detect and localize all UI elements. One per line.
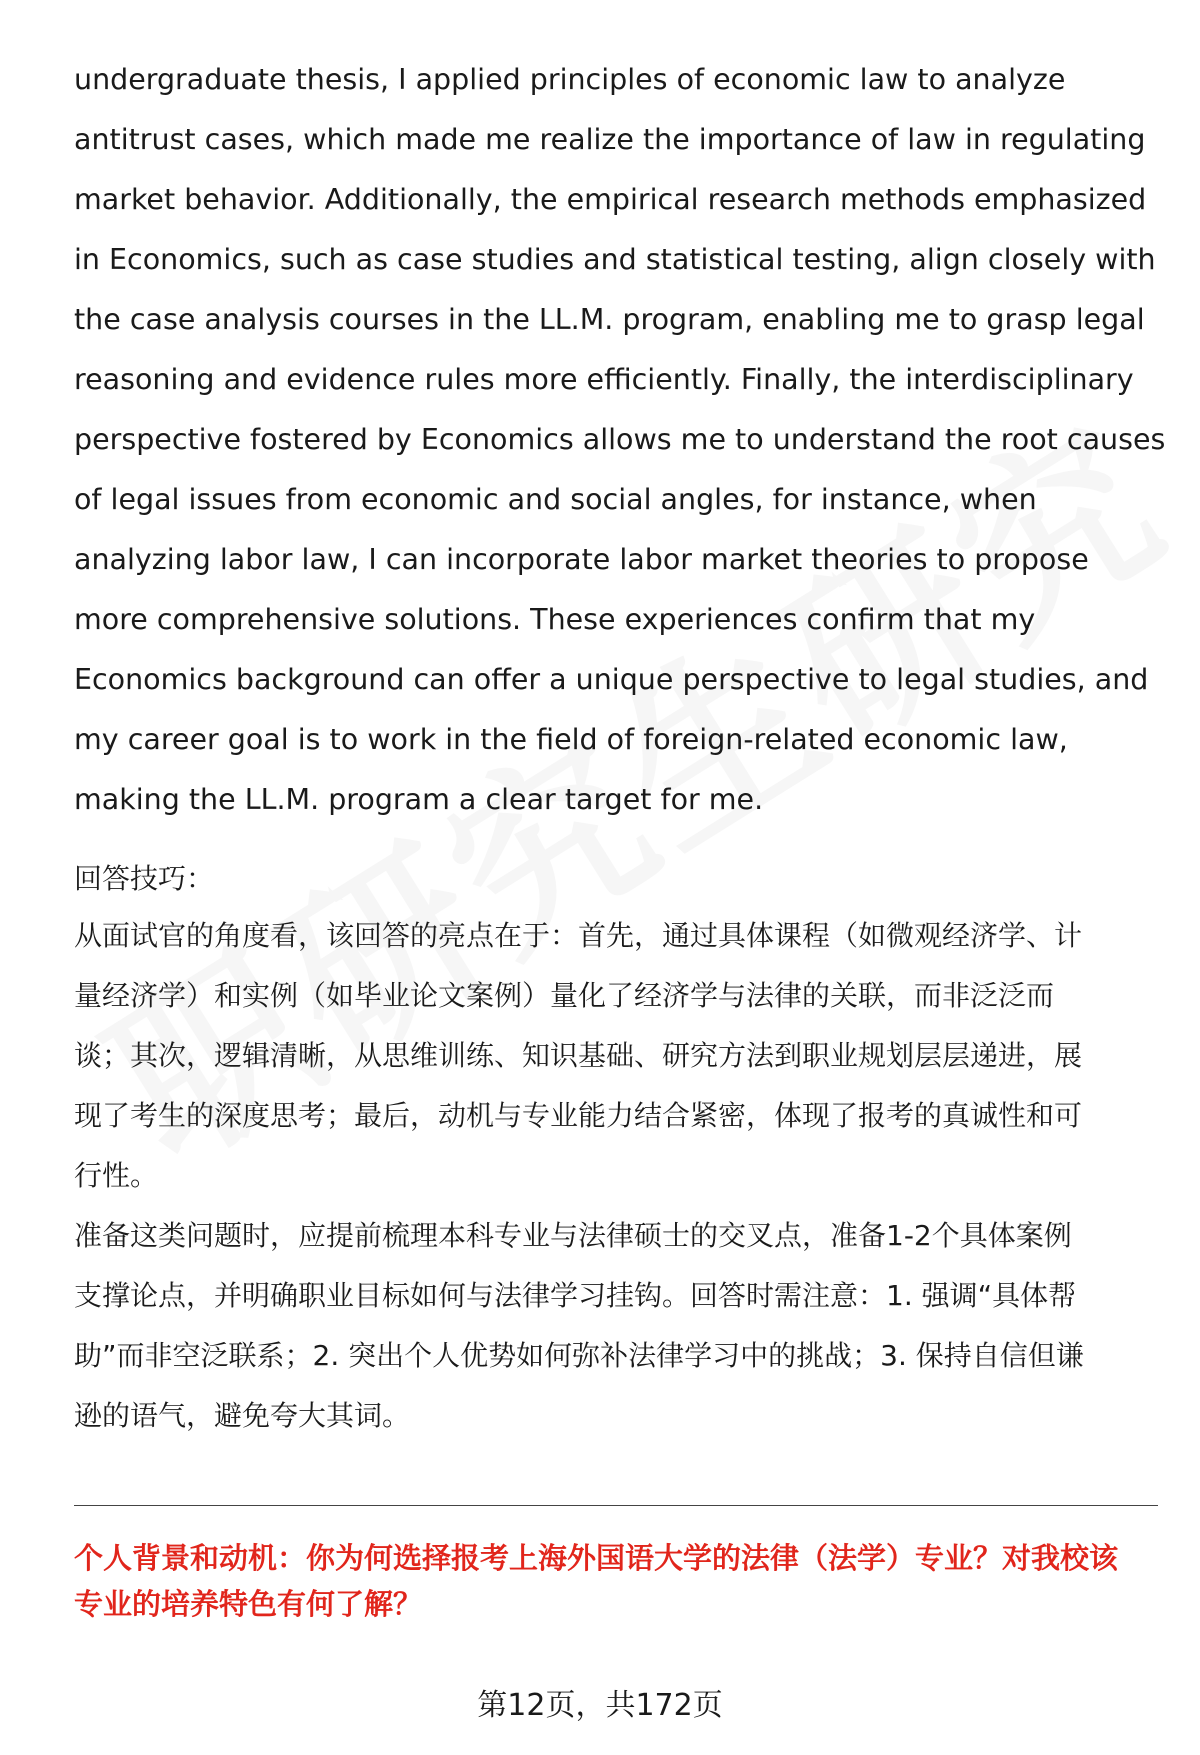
tips-line: 量经济学）和实例（如毕业论文案例）量化了经济学与法律的关联，而非泛泛而 <box>74 979 1055 1012</box>
tips-line: 支撑论点，并明确职业目标如何与法律学习挂钩。回答时需注意：1. 强调“具体帮 <box>74 1279 1077 1312</box>
answer-line: the case analysis courses in the LL.M. program, enabling me to grasp legal <box>74 303 1145 336</box>
tips-line: 准备这类问题时，应提前梳理本科专业与法律硕士的交叉点，准备1-2个具体案例 <box>74 1219 1072 1252</box>
tips-line: 谈；其次，逻辑清晰，从思维训练、知识基础、研究方法到职业规划层层递进，展 <box>74 1039 1083 1072</box>
tips-line: 从面试官的角度看，该回答的亮点在于：首先，通过具体课程（如微观经济学、计 <box>74 919 1083 952</box>
question-line: 个人背景和动机：你为何选择报考上海外国语大学的法律（法学）专业？对我校该 <box>74 1541 1119 1575</box>
tips-paragraph-1 <box>74 906 1164 1206</box>
tips-line: 现了考生的深度思考；最后，动机与专业能力结合紧密，体现了报考的真诚性和可 <box>74 1099 1083 1132</box>
tips-paragraph-2 <box>74 1206 1164 1446</box>
section-divider <box>74 1505 1158 1506</box>
answer-line: antitrust cases, which made me realize the importance of law in regulating <box>74 123 1146 156</box>
answer-line: in Economics, such as case studies and statistical testing, align closely with <box>74 243 1156 276</box>
answer-line: Economics background can offer a unique perspective to legal studies, and <box>74 663 1149 696</box>
tips-line: 助”而非空泛联系；2. 突出个人优势如何弥补法律学习中的挑战；3. 保持自信但谦 <box>74 1339 1084 1372</box>
answer-line: reasoning and evidence rules more efficiently. Finally, the interdisciplinary <box>74 363 1134 396</box>
tips-line: 行性。 <box>74 1159 159 1192</box>
next-question-heading <box>74 1535 1164 1627</box>
answer-line: my career goal is to work in the field of foreign-related economic law, <box>74 723 1068 756</box>
tips-heading: 回答技巧： <box>74 862 215 895</box>
page-number: 第12页，共172页 <box>477 1688 723 1723</box>
answer-line: more comprehensive solutions. These experiences confirm that my <box>74 603 1036 636</box>
question-line: 专业的培养特色有何了解？ <box>74 1587 423 1621</box>
tips-line: 逊的语气，避免夸大其词。 <box>74 1399 411 1432</box>
answer-line: perspective fostered by Economics allows me to understand the root causes <box>74 423 1166 456</box>
answer-line: of legal issues from economic and social angles, for instance, when <box>74 483 1037 516</box>
document-body <box>74 50 1164 1446</box>
answer-line: analyzing labor law, I can incorporate labor market theories to propose <box>74 543 1089 576</box>
answer-line: undergraduate thesis, I applied principles of economic law to analyze <box>74 63 1066 96</box>
answer-paragraph <box>74 50 1164 830</box>
answer-line: market behavior. Additionally, the empirical research methods emphasized <box>74 183 1147 216</box>
answer-line: making the LL.M. program a clear target for me. <box>74 783 764 816</box>
